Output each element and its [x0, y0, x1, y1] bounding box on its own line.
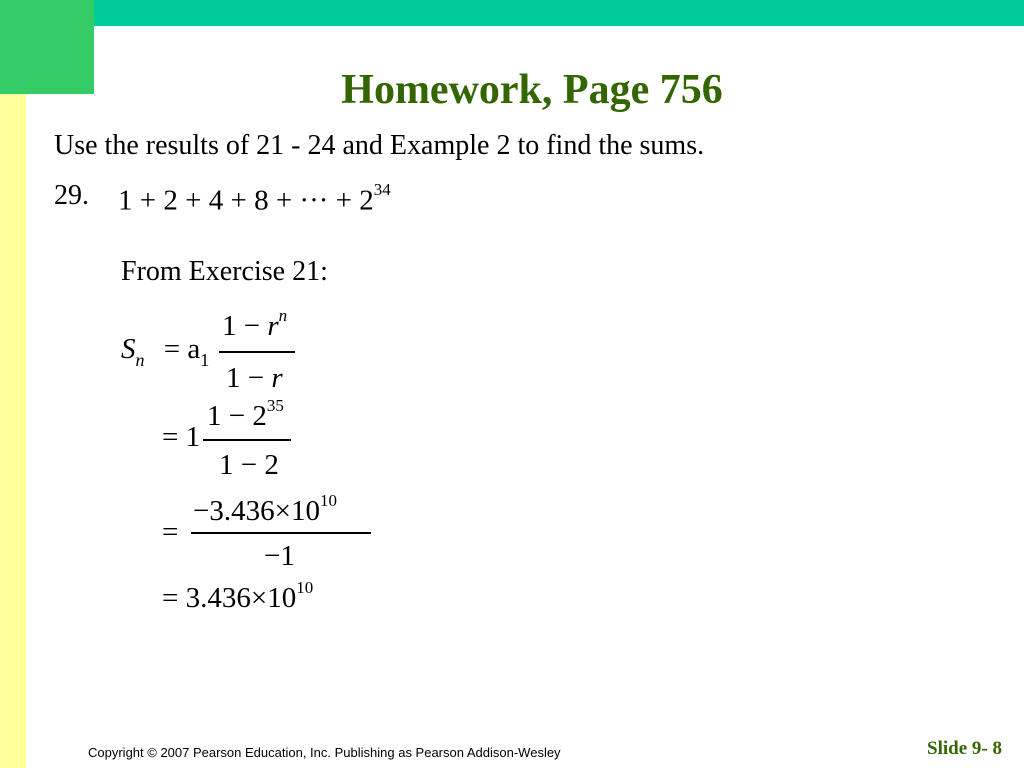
line2-numerator-exponent: 35 — [266, 396, 284, 415]
top-accent-bar — [0, 0, 1024, 26]
series-terms: 1 + 2 + 4 + 8 + ··· + 2 — [118, 184, 374, 217]
denominator-lead: 1 − — [226, 362, 272, 394]
footer-copyright: Copyright © 2007 Pearson Education, Inc. Publishing as Pearson Addison-Wesley — [88, 745, 561, 760]
fraction-bar-2 — [203, 439, 291, 441]
series-exponent: 34 — [373, 180, 391, 199]
line2-numerator-base: 1 − 2 — [207, 400, 267, 432]
line3-numerator — [193, 491, 337, 528]
a-subscript: 1 — [200, 350, 210, 370]
formula-numerator — [222, 306, 288, 343]
line4-result-exponent: 10 — [296, 578, 314, 597]
series-expression — [118, 180, 391, 218]
numerator-exponent: n — [278, 306, 288, 325]
line2-lead: = 1 — [162, 421, 201, 453]
formula-denominator — [226, 362, 283, 395]
formula-lhs — [121, 333, 210, 370]
sum-symbol: S — [121, 333, 136, 365]
line3-denominator: −1 — [264, 540, 295, 572]
numerator-r: r — [267, 310, 279, 342]
line4-result — [162, 578, 314, 615]
line3-numerator-exponent: 10 — [319, 491, 337, 510]
fraction-bar-1 — [219, 351, 295, 353]
numerator-lead: 1 − — [222, 310, 268, 342]
slide-number: Slide 9- 8 — [927, 738, 1002, 759]
from-exercise-label: From Exercise 21: — [121, 256, 328, 287]
fraction-bar-3 — [191, 532, 371, 534]
line3-equals: = — [162, 516, 179, 548]
line3-numerator-base: −3.436×10 — [193, 495, 320, 527]
instruction-text: Use the results of 21 - 24 and Example 2 to find the sums. — [54, 130, 705, 161]
line2-numerator — [207, 396, 284, 433]
formula-equals-a: = a — [163, 333, 201, 365]
denominator-r: r — [271, 362, 283, 394]
problem-number: 29. — [54, 180, 89, 211]
slide-title: Homework, Page 756 — [341, 67, 723, 113]
sum-subscript: n — [135, 350, 145, 370]
line4-result-base: = 3.436×10 — [162, 582, 297, 614]
line2-denominator: 1 − 2 — [219, 449, 279, 481]
left-accent-strip — [0, 94, 26, 768]
